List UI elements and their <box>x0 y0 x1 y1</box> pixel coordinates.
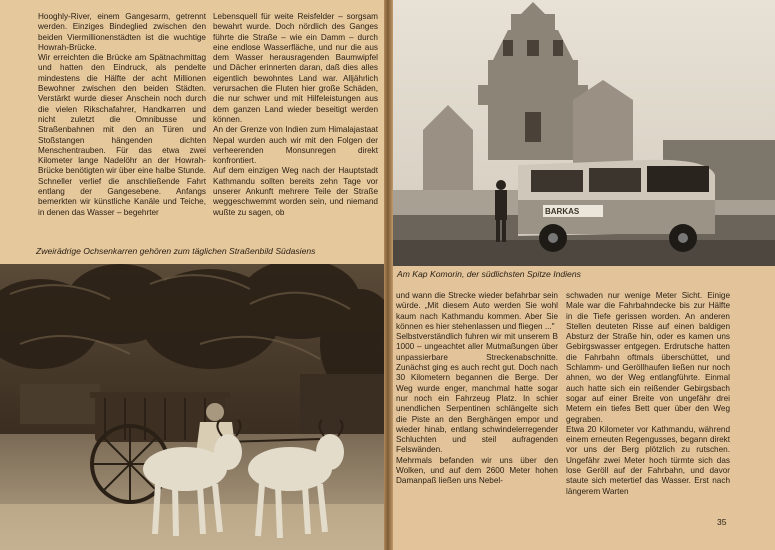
right-col1-paragraph-3: Mehrmals befanden wir uns über den Wolken, und auf dem 2600 Meter hohen Damanpaß ließen uns Nebel- <box>396 455 558 486</box>
left-col2-paragraph-1: Lebensquell für weite Reisfelder – sorgsam bewahrt wurde. Doch nördlich des Ganges führte die Straße – wie ein Damm – durch eine endlose Wasserfläche, und nur die aus dem Wasser herausragenden Baumwipfel und Dächer erinnerten daran, daß dies alles eigentlich bewohntes Land war. Alljährlich verursachen die Fluten hier große Schäden, die nur schwer und mit Hilfeleistungen aus dem ganzen Land wieder beseitigt werden können. <box>213 12 378 124</box>
left-col1-paragraph-2: Wir erreichten die Brücke am Spätnachmittag und hatten den Eindruck, als pendelte mindestens die Hälfte der acht Millionen Bewohner zwischen den beiden Städten. Verstärkt wurde dieser Anschein noch durch die vielen Rikschafahrer, Handkarren und nicht zuletzt die Omnibusse und Straßenbahnen mit den an Türen und Stoßstangen hängenden dichten Menschentrauben. Für das etwa zwei Kilometer lange Nadelöhr an der Howrah-Brücke benötigten wir über eine halbe Stunde. <box>38 53 206 176</box>
oxcart-photo <box>0 264 384 550</box>
page-number: 35 <box>717 517 727 527</box>
temple-photo-caption: Am Kap Komorin, der südlichsten Spitze Indiens <box>397 269 581 279</box>
right-col2-paragraph-1: schwaden nur wenige Meter Sicht. Einige Male war die Fahrbahndecke bis zur Hälfte in die Tiefe gerissen worden. An anderen Stellen deuteten Risse auf einen baldigen Absturz der Straße hin, oder es kamen uns Gebirgswasser entgegen. Erdrutsche hatten die Fahrbahn oftmals überschüttet, und Schlamm- und Geröllhaufen ließen nur noch ahnen, wo der Weg entlangführte. Einmal auch hatte sich ein reißender Gebirgsbach sogar auf einer Breite von ungefähr drei Metern ein tiefes Bett quer über den Weg gegraben. <box>566 291 730 424</box>
right-column-1 <box>396 291 558 487</box>
left-col2-paragraph-2: An der Grenze von Indien zum Himalajastaat Nepal wurden auch wir mit den Folgen der verheerenden Monsunregen direkt konfrontiert. <box>213 125 378 166</box>
van-sign-text: BARKAS <box>545 207 580 216</box>
book-gutter <box>384 0 393 550</box>
right-col1-paragraph-2: Selbstverständlich fuhren wir mit unserem B 1000 – ungeachtet aller Mutmaßungen über unpassierbare Streckenabschnitte. Zunächst ging es auch recht gut. Doch nach 30 Kilometern begannen die Berge. Der Weg wurde enger, manchmal hatte sogar nur noch ein Fahrzeug Platz. In schier unendlichen Serpentinen schlängelte sich die Piste an den Berghängen empor und wieder hinab, entlang schwindelerregender Schluchten und steil aufragenden Felswänden. <box>396 332 558 455</box>
left-column-2 <box>213 12 378 218</box>
temple-van-photo <box>393 0 775 266</box>
left-col2-paragraph-3: Auf dem einzigen Weg nach der Hauptstadt Kathmandu sollten bereits zehn Tage vor unserer Ankunft mehrere Teile der Straße weggeschwemmt worden sein, und niemand wußte zu sagen, ob <box>213 166 378 217</box>
left-col1-paragraph-3: Schneller verlief die anschließende Fahrt entlang der Gangesebene. Anfangs bemerkten wir künstliche Kanäle und Teiche, in denen das Wasser – begehrter <box>38 176 206 217</box>
oxcart-photo-caption: Zweirädrige Ochsenkarren gehören zum täglichen Straßenbild Südasiens <box>36 246 316 256</box>
right-col2-paragraph-2: Etwa 20 Kilometer vor Kathmandu, während einem erneuten Regengusses, begann direkt vor uns der Berg plötzlich zu rutschen. Ungefähr zwei Meter hoch türmte sich das lose Geröll auf der Fahrbahn, und davor staute sich metertief das Wasser. Erst nach längerem Warten <box>566 424 730 496</box>
right-col1-paragraph-1: und wann die Strecke wieder befahrbar sein würde. „Mit diesem Auto werden Sie wohl kaum nach Kathmandu kommen. Aber Sie können es hier stehenlassen und fliegen ..." <box>396 291 558 331</box>
right-column-2 <box>566 291 730 497</box>
left-column-1 <box>38 12 206 218</box>
left-col1-paragraph-1: Hooghly-River, einem Gangesarm, getrennt werden. Einziges Bindeglied zwischen den beiden Viermillionenstädten ist die wuchtige Howrah-Brücke. <box>38 12 206 52</box>
